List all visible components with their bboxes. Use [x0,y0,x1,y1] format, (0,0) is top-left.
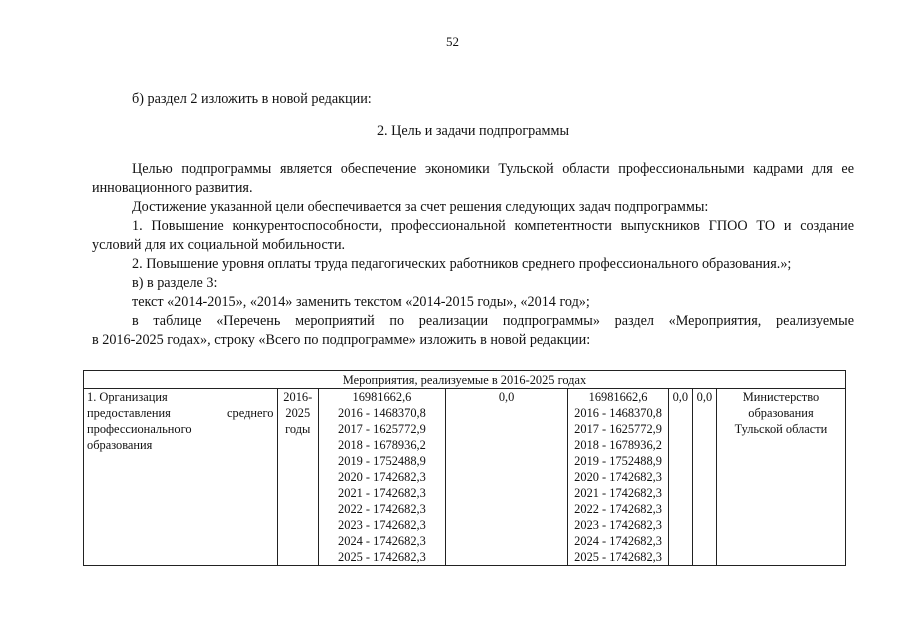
section-heading: 2. Цель и задачи подпрограммы [376,123,570,139]
years-line: годы [285,422,311,436]
paragraph-goal: Целью подпрограммы является обеспечение экономики Тульской области профессиональными кадрами для ее инновационного развития. [92,161,854,196]
paragraph-tasks-intro: Достижение указанной цели обеспечивается за счет решения следующих задач подпрограммы: [132,199,709,215]
total-amount-line: 2020 - 1742682,3 [338,470,426,484]
years-cell [277,389,319,566]
name-line: образования [87,438,153,452]
total-amount-line: 2022 - 1742682,3 [338,502,426,516]
regional-amount-line: 2018 - 1678936,2 [574,438,662,452]
zero-cell-2: 0,0 [692,389,716,566]
page-number: 52 [446,34,459,49]
table-row [84,389,846,566]
amendment-b-line [92,90,854,109]
name-line: профессионального [87,422,192,436]
years-line: 2016- [283,390,313,404]
total-amount-line: 2021 - 1742682,3 [338,486,426,500]
regional-amount-line: 2020 - 1742682,3 [574,470,662,484]
total-amount-line: 2025 - 1742682,3 [338,550,426,564]
body-paragraphs [92,160,854,350]
name-line: 1. Организация [87,390,168,404]
table-header-cell: Мероприятия, реализуемые в 2016-2025 годах [84,371,846,389]
total-amount-line: 2018 - 1678936,2 [338,438,426,452]
paragraph-task-2: 2. Повышение уровня оплаты труда педагогических работников среднего профессионального образования.»; [132,256,792,272]
measure-name-cell [84,389,278,566]
total-amount-line: 16981662,6 [352,390,412,404]
paragraph-b: б) раздел 2 изложить в новой редакции: [132,91,372,107]
table-header-row [84,371,846,389]
total-amount-line: 2023 - 1742682,3 [338,518,426,532]
regional-amount-cell [568,389,669,566]
executor-cell [716,389,845,566]
executor-line: Министерство [742,390,820,404]
paragraph-task-1: 1. Повышение конкурентоспособности, профессиональной компетентности выпускников ГПОО ТО и создание условий для их социальной мобильности. [92,218,854,253]
regional-amount-line: 2022 - 1742682,3 [574,502,662,516]
regional-amount-line: 16981662,6 [588,390,648,404]
years-line: 2025 [285,406,311,420]
zero-cell-1: 0,0 [668,389,692,566]
regional-amount-line: 2023 - 1742682,3 [574,518,662,532]
total-amount-line: 2019 - 1752488,9 [338,454,426,468]
name-line: предоставления среднего [87,406,274,420]
regional-amount-line: 2025 - 1742682,3 [574,550,662,564]
paragraph-table-intro-2: в 2016-2025 годах», строку «Всего по подпрограмме» изложить в новой редакции: [92,332,591,348]
federal-amount-cell: 0,0 [445,389,567,566]
paragraph-text-replace: текст «2014-2015», «2014» заменить текстом «2014-2015 годы», «2014 год»; [132,294,590,310]
regional-amount-line: 2016 - 1468370,8 [574,406,662,420]
regional-amount-line: 2021 - 1742682,3 [574,486,662,500]
executor-line: образования [748,406,814,420]
executor-line: Тульской области [734,422,828,436]
measures-table [83,370,846,566]
paragraph-c: в) в разделе 3: [132,275,218,291]
regional-amount-line: 2019 - 1752488,9 [574,454,662,468]
regional-amount-line: 2017 - 1625772,9 [574,422,662,436]
regional-amount-line: 2024 - 1742682,3 [574,534,662,548]
paragraph-table-intro-1: в таблице «Перечень мероприятий по реализации подпрограммы» раздел «Мероприятия, реализуемые [132,313,854,329]
total-amount-line: 2024 - 1742682,3 [338,534,426,548]
total-amount-cell [319,389,446,566]
total-amount-line: 2016 - 1468370,8 [338,406,426,420]
total-amount-line: 2017 - 1625772,9 [338,422,426,436]
